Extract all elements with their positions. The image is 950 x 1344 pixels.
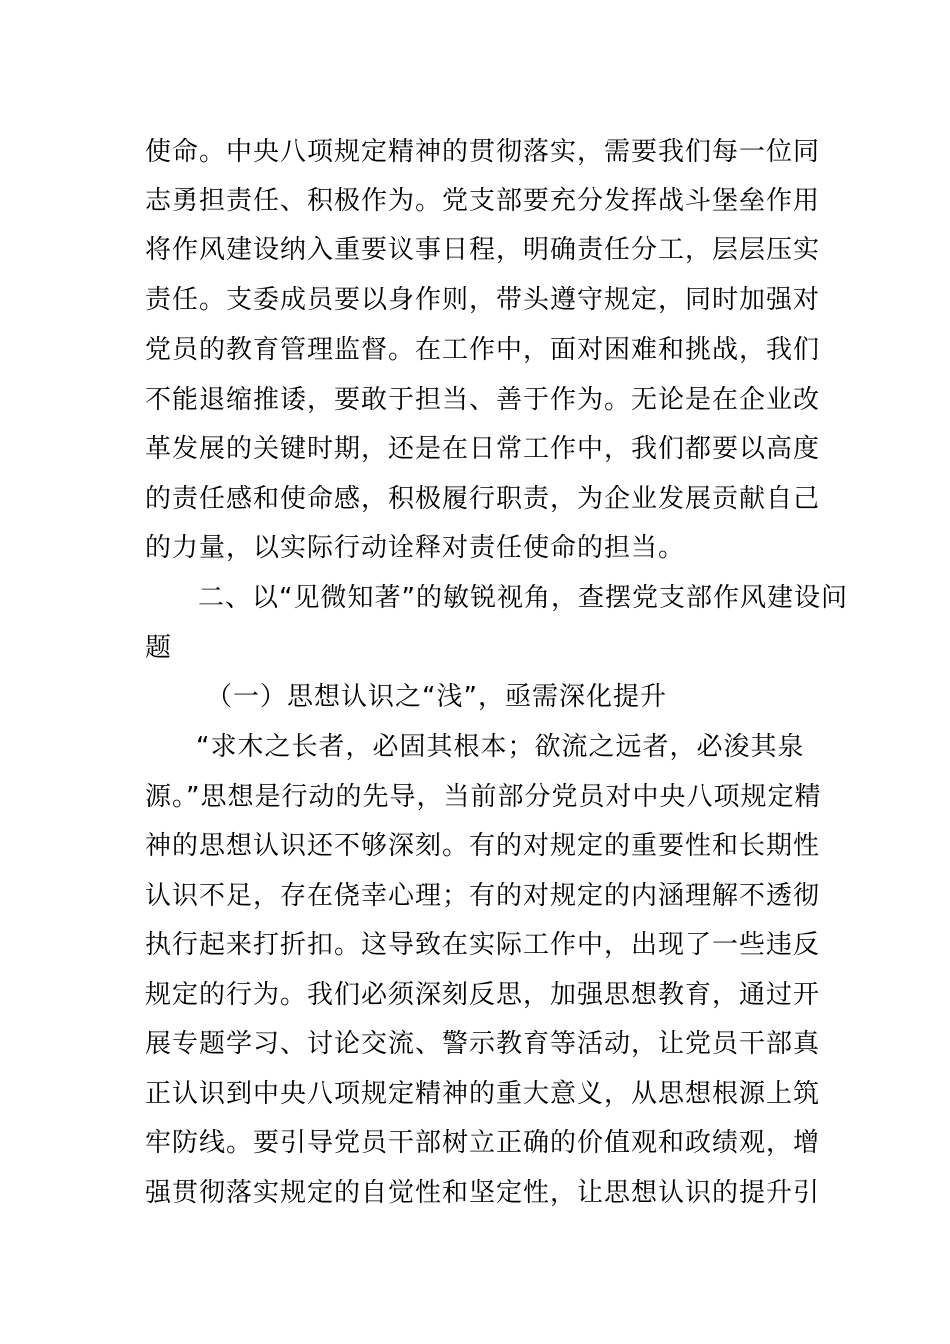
section-heading: 二、以“见微知著”的敏锐视角，查摆党支部作风建设问 [198,583,848,613]
section-heading-continuation: 题 [145,633,173,663]
paragraph-line: 革发展的关键时期，还是在日常工作中，我们都要以高度 [145,434,821,464]
paragraph-line: 党员的教育管理监督。在工作中，面对困难和挑战，我们 [145,335,821,365]
paragraph-line: 执行起来打折扣。这导致在实际工作中，出现了一些违反 [145,930,821,960]
paragraph-line: 将作风建设纳入重要议事日程，明确责任分工，层层压实 [145,235,821,265]
paragraph-line: 牢防线。要引导党员干部树立正确的价值观和政绩观，增 [145,1128,821,1158]
paragraph-line: 认识不足，存在侥幸心理；有的对规定的内涵理解不透彻 [145,881,821,911]
paragraph-line: 责任。支委成员要以身作则，带头遵守规定，同时加强对 [145,285,821,315]
paragraph-line: 强贯彻落实规定的自觉性和坚定性，让思想认识的提升引 [145,1178,821,1208]
paragraph-line: 的力量，以实际行动诠释对责任使命的担当。 [145,533,686,563]
paragraph-line: 的责任感和使命感，积极履行职责，为企业发展贡献自己 [145,484,821,514]
paragraph-line: 展专题学习、讨论交流、警示教育等活动，让党员干部真 [145,1029,821,1059]
paragraph-line: 志勇担责任、积极作为。党支部要充分发挥战斗堡垒作用 [145,186,821,216]
paragraph-line: 不能退缩推诿，要敢于担当、善于作为。无论是在企业改 [145,385,821,415]
paragraph-line: 使命。中央八项规定精神的贯彻落实，需要我们每一位同 [145,137,821,167]
paragraph-line: 正认识到中央八项规定精神的重大意义，从思想根源上筑 [145,1079,821,1109]
paragraph-line: 神的思想认识还不够深刻。有的对规定的重要性和长期性 [145,831,821,861]
paragraph-line: 规定的行为。我们必须深刻反思，加强思想教育，通过开 [145,980,821,1010]
subsection-heading: （一）思想认识之“浅”，亟需深化提升 [206,682,667,712]
paragraph-line: 源。”思想是行动的先导，当前部分党员对中央八项规定精 [145,782,822,812]
paragraph-line: “求木之长者，必固其根本；欲流之远者，必浚其泉 [196,732,805,762]
